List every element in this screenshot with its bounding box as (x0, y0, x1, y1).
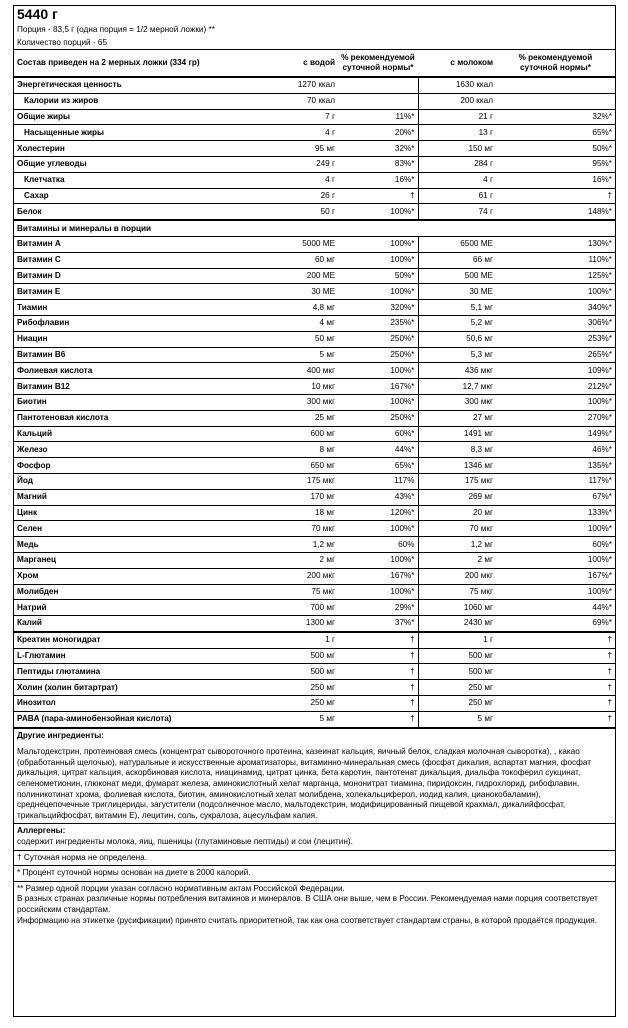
table-row (14, 125, 615, 141)
cell-pct1: 43%* (338, 489, 418, 505)
table-row (14, 442, 615, 458)
cell-name: Калий (14, 616, 240, 632)
cell-milk: 1346 мг (418, 458, 496, 474)
table-row (14, 156, 615, 172)
cell-milk: 5,1 мг (418, 300, 496, 316)
cell-water: 5 мг (240, 711, 338, 727)
cell-water: 7 г (240, 109, 338, 125)
cell-pct1: 250%* (338, 347, 418, 363)
table-row (14, 537, 615, 553)
table-row (14, 172, 615, 188)
cell-milk: 500 мг (418, 648, 496, 664)
note-line: ** Размер одной порции указан согласно нормативным актам Российской Федерации. (17, 883, 345, 893)
cell-pct1: 60%* (338, 426, 418, 442)
cell-milk: 21 г (418, 109, 496, 125)
cell-water: 250 мг (240, 696, 338, 712)
cell-water: 50 мг (240, 331, 338, 347)
cell-pct1: 65%* (338, 458, 418, 474)
cell-pct2: 130%* (496, 236, 615, 252)
table-row (14, 458, 615, 474)
cell-milk: 66 мг (418, 252, 496, 268)
cell-name: Белок (14, 204, 240, 220)
cell-milk: 70 мкг (418, 521, 496, 537)
cell-pct2: 44%* (496, 600, 615, 616)
cell-pct2: 117%* (496, 473, 615, 489)
table-row (14, 141, 615, 157)
cell-pct2: 67%* (496, 489, 615, 505)
table-row (14, 315, 615, 331)
cell-water: 30 МЕ (240, 284, 338, 300)
table-row (14, 363, 615, 379)
cell-milk: 50,6 мг (418, 331, 496, 347)
table-row (14, 188, 615, 204)
servings-count: Количество порций - 65 (17, 38, 108, 47)
cell-pct1: 11%* (338, 109, 418, 125)
cell-pct1: 100%* (338, 204, 418, 220)
cell-name: Молибден (14, 584, 240, 600)
cell-pct2: † (496, 680, 615, 696)
cell-water: 4 г (240, 172, 338, 188)
cell-milk: 5 мг (418, 711, 496, 727)
cell-milk: 436 мкг (418, 363, 496, 379)
table-row (14, 521, 615, 537)
cell-water: 75 мкг (240, 584, 338, 600)
cell-pct1: 83%* (338, 156, 418, 172)
cell-milk: 4 г (418, 172, 496, 188)
table-row (14, 268, 615, 284)
cell-water: 200 мкг (240, 568, 338, 584)
cell-name: Калории из жиров (14, 93, 240, 109)
cell-pct1: 167%* (338, 568, 418, 584)
cell-name: Магний (14, 489, 240, 505)
cell-name: Витамин Е (14, 284, 240, 300)
cell-milk: 250 мг (418, 680, 496, 696)
cell-pct1: † (338, 632, 418, 648)
table-row (14, 410, 615, 426)
cell-pct2: 100%* (496, 521, 615, 537)
table-row (14, 77, 615, 93)
cell-name: Витамин D (14, 268, 240, 284)
cell-pct2: 125%* (496, 268, 615, 284)
cell-pct1: 100%* (338, 252, 418, 268)
cell-water: 2 мг (240, 552, 338, 568)
star-note-text: * Процент суточной нормы основан на диете в 2000 калорий. (17, 868, 251, 878)
cell-water: 1 г (240, 632, 338, 648)
cell-pct2: 65%* (496, 125, 615, 141)
cell-pct1: 117% (338, 473, 418, 489)
cell-pct1: 167%* (338, 379, 418, 395)
cell-pct1: † (338, 711, 418, 727)
table-row (14, 394, 615, 410)
cell-water: 300 мкг (240, 394, 338, 410)
cell-milk: 12,7 мкг (418, 379, 496, 395)
cell-name: Витамин А (14, 236, 240, 252)
star-note (14, 866, 615, 882)
notes-block (14, 882, 615, 928)
cell-name: Насыщенные жиры (14, 125, 240, 141)
cell-milk: 13 г (418, 125, 496, 141)
ingredients-text: Мальтодекстрин, протеиновая смесь (концентрат сывороточного протеина, казеинат кальция, яичный белок, сладкая молочная сыворотка), , какао (обработанный щелочью), натуральные и искусственные ароматизаторы, витаминно-минеральная смесь (фосфат дикалия, аспартат магния, фосфат дикальция, цитрат кальция, аскорбиновая кислота, ниацинамид, цитрат цинка, бета каротин, пантотенат дикальция, диальфа токоферил сукцинат, селенометионин, глюконат меди, фумарат железа, аминокислотный хелат марганца, мононитрат тиамина, пиридоксин, гидрохлорид, рибофлавин, полиникотинат хрома, фолиевая кислота, биотин, аминокислотный хелат молибдена, холекальциферол, иодид калия, цианокобаламин), среднецепочечные триглицериды, загустители (подсолнечное масло, мальтодекстрин, модифицированный пищевой крахмал, дикалийфосфат, трикальцийфосфат, витамин Е), лецитин, соль, сукралоза, ацесульфам калия. (17, 747, 591, 820)
cell-water: 1300 мг (240, 616, 338, 632)
table-row (14, 505, 615, 521)
label-header (14, 6, 615, 50)
cell-milk: 200 мкг (418, 568, 496, 584)
table-row (14, 347, 615, 363)
cell-water: 18 мг (240, 505, 338, 521)
cell-pct2: 100%* (496, 584, 615, 600)
cell-name: Кальций (14, 426, 240, 442)
cell-pct1: 100%* (338, 584, 418, 600)
cell-pct2: † (496, 664, 615, 680)
cell-milk: 1,2 мг (418, 537, 496, 553)
cell-water: 600 мг (240, 426, 338, 442)
cell-milk: 1491 мг (418, 426, 496, 442)
cell-pct2: 306%* (496, 315, 615, 331)
cell-name: Цинк (14, 505, 240, 521)
table-row (14, 473, 615, 489)
cell-name: Ниацин (14, 331, 240, 347)
cell-pct1: 37%* (338, 616, 418, 632)
column-headers (14, 50, 615, 77)
cell-water: 1270 ккал (240, 77, 338, 93)
serving-size: Порция - 83,5 г (одна порция = 1/2 мерной ложки) ** (17, 25, 215, 34)
cell-water: 700 мг (240, 600, 338, 616)
cell-water: 4 г (240, 125, 338, 141)
table-row (14, 109, 615, 125)
cell-milk: 2430 мг (418, 616, 496, 632)
cell-name: Хром (14, 568, 240, 584)
cell-pct2: 110%* (496, 252, 615, 268)
cell-water: 175 мкг (240, 473, 338, 489)
cell-milk: 284 г (418, 156, 496, 172)
table-row (14, 426, 615, 442)
cell-milk: 175 мкг (418, 473, 496, 489)
cell-pct2: 167%* (496, 568, 615, 584)
cell-milk: 500 МЕ (418, 268, 496, 284)
cell-water: 26 г (240, 188, 338, 204)
cell-pct1: 60% (338, 537, 418, 553)
cell-pct2: † (496, 648, 615, 664)
cell-milk: 74 г (418, 204, 496, 220)
cell-name: Марганец (14, 552, 240, 568)
allergens-text: содержит ингредиенты молока, яиц, пшеницы (глутаминовые пептиды) и сои (лецитин). (17, 837, 353, 847)
vitamins-title: Витамины и минералы в порции (14, 220, 615, 236)
table-row (14, 584, 615, 600)
cell-pct1: 16%* (338, 172, 418, 188)
table-row (14, 632, 615, 648)
cell-pct2: 270%* (496, 410, 615, 426)
cell-pct1: 100%* (338, 284, 418, 300)
cell-pct1: † (338, 680, 418, 696)
cell-pct2: 149%* (496, 426, 615, 442)
cell-pct2: 253%* (496, 331, 615, 347)
cell-pct2: 212%* (496, 379, 615, 395)
cell-pct2: 46%* (496, 442, 615, 458)
cell-water: 10 мкг (240, 379, 338, 395)
cell-pct1: 250%* (338, 410, 418, 426)
cell-name: Общие углеводы (14, 156, 240, 172)
cell-milk: 250 мг (418, 696, 496, 712)
cell-pct2: 50%* (496, 141, 615, 157)
cell-milk: 75 мкг (418, 584, 496, 600)
table-row (14, 648, 615, 664)
cell-pct1: 50%* (338, 268, 418, 284)
cell-water: 70 мкг (240, 521, 338, 537)
cell-name: Биотин (14, 394, 240, 410)
cell-name: Витамин В12 (14, 379, 240, 395)
cell-name: Железо (14, 442, 240, 458)
cell-pct1: 29%* (338, 600, 418, 616)
cell-milk: 1060 мг (418, 600, 496, 616)
cell-milk: 1 г (418, 632, 496, 648)
table-row (14, 300, 615, 316)
cell-pct2: 100%* (496, 394, 615, 410)
col-name: Состав приведен на 2 мерных ложки (334 гр) (14, 50, 240, 77)
cell-pct1: 44%* (338, 442, 418, 458)
cell-name: Холестерин (14, 141, 240, 157)
cell-pct2: † (496, 188, 615, 204)
cell-water: 4 мг (240, 315, 338, 331)
cell-water: 170 мг (240, 489, 338, 505)
cell-pct2: 100%* (496, 284, 615, 300)
cell-name: Витамин В6 (14, 347, 240, 363)
cell-pct2: 340%* (496, 300, 615, 316)
cell-milk: 5,2 мг (418, 315, 496, 331)
cell-pct2: 60%* (496, 537, 615, 553)
cell-pct1 (338, 93, 418, 109)
cell-water: 200 МЕ (240, 268, 338, 284)
cell-pct2: 148%* (496, 204, 615, 220)
cell-name: PABA (пара-аминобензойная кислота) (14, 711, 240, 727)
cell-name: Йод (14, 473, 240, 489)
cell-milk: 500 мг (418, 664, 496, 680)
cell-water: 249 г (240, 156, 338, 172)
cell-milk: 30 МЕ (418, 284, 496, 300)
dagger-note (14, 851, 615, 867)
cell-name: Общие жиры (14, 109, 240, 125)
cell-water: 500 мг (240, 648, 338, 664)
cell-pct2: † (496, 696, 615, 712)
cell-milk: 20 мг (418, 505, 496, 521)
nutrition-table (14, 50, 615, 729)
cell-water: 70 ккал (240, 93, 338, 109)
table-row (14, 696, 615, 712)
cell-name: Рибофлавин (14, 315, 240, 331)
table-row (14, 93, 615, 109)
cell-pct1: 32%* (338, 141, 418, 157)
cell-pct1 (338, 77, 418, 93)
cell-water: 650 мг (240, 458, 338, 474)
cell-pct1: † (338, 188, 418, 204)
cell-pct1: 100%* (338, 552, 418, 568)
note-line: Информацию на этикетке (русификации) принято считать приоритетной, так как она соответствует стандартам страны, в которой продаётся продукция. (17, 915, 598, 925)
cell-pct1: † (338, 664, 418, 680)
vitamins-section (14, 220, 615, 236)
package-weight: 5440 г (17, 6, 58, 22)
table-row (14, 600, 615, 616)
cell-pct1: 100%* (338, 363, 418, 379)
table-row (14, 568, 615, 584)
cell-water: 1,2 мг (240, 537, 338, 553)
table-row (14, 252, 615, 268)
cell-name: Пептиды глютамина (14, 664, 240, 680)
cell-pct1: 20%* (338, 125, 418, 141)
cell-water: 500 мг (240, 664, 338, 680)
cell-name: Селен (14, 521, 240, 537)
allergens-title: Аллергены: (17, 826, 66, 836)
cell-name: Фосфор (14, 458, 240, 474)
cell-name: L-Глютамин (14, 648, 240, 664)
cell-pct2: 16%* (496, 172, 615, 188)
cell-pct2: 32%* (496, 109, 615, 125)
ingredients-title: Другие ингредиенты: (17, 730, 104, 740)
cell-pct2: 133%* (496, 505, 615, 521)
note-line: В разных странах различные нормы потребления витаминов и минералов. В США они выше, чем в России. Рекомендуемая нами порция соответствует российским стандартам. (17, 894, 598, 914)
cell-milk: 8,3 мг (418, 442, 496, 458)
cell-pct2: 135%* (496, 458, 615, 474)
cell-pct2: † (496, 711, 615, 727)
col-water: с водой (240, 50, 338, 77)
cell-pct1: 320%* (338, 300, 418, 316)
cell-milk: 200 ккал (418, 93, 496, 109)
table-row (14, 711, 615, 727)
cell-milk: 27 мг (418, 410, 496, 426)
table-row (14, 664, 615, 680)
cell-name: Холин (холин битартрат) (14, 680, 240, 696)
cell-pct2 (496, 93, 615, 109)
cell-milk: 269 мг (418, 489, 496, 505)
cell-pct1: 250%* (338, 331, 418, 347)
cell-pct1: 120%* (338, 505, 418, 521)
cell-pct2: 265%* (496, 347, 615, 363)
cell-pct2: 109%* (496, 363, 615, 379)
cell-name: Инозитол (14, 696, 240, 712)
table-row (14, 489, 615, 505)
cell-milk: 150 мг (418, 141, 496, 157)
cell-pct2: 69%* (496, 616, 615, 632)
cell-milk: 6500 МЕ (418, 236, 496, 252)
cell-pct1: † (338, 648, 418, 664)
cell-name: Фолиевая кислота (14, 363, 240, 379)
ingredients-block (14, 729, 615, 825)
cell-name: Пантотеновая кислота (14, 410, 240, 426)
cell-water: 5 мг (240, 347, 338, 363)
cell-milk: 1630 ккал (418, 77, 496, 93)
cell-water: 250 мг (240, 680, 338, 696)
col-milk: с молоком (418, 50, 496, 77)
table-row (14, 204, 615, 220)
cell-water: 400 мкг (240, 363, 338, 379)
cell-milk: 61 г (418, 188, 496, 204)
cell-name: Натрий (14, 600, 240, 616)
cell-pct2 (496, 77, 615, 93)
cell-pct1: 100%* (338, 521, 418, 537)
cell-pct1: † (338, 696, 418, 712)
cell-pct1: 235%* (338, 315, 418, 331)
allergens-block (14, 824, 615, 850)
table-row (14, 236, 615, 252)
cell-pct1: 100%* (338, 236, 418, 252)
col-pct1: % рекомендуемой суточной нормы* (338, 50, 418, 77)
cell-water: 4,8 мг (240, 300, 338, 316)
table-row (14, 331, 615, 347)
cell-name: Клетчатка (14, 172, 240, 188)
cell-name: Креатин моногидрат (14, 632, 240, 648)
cell-pct2: 100%* (496, 552, 615, 568)
cell-water: 5000 МЕ (240, 236, 338, 252)
cell-name: Энергетическая ценность (14, 77, 240, 93)
table-row (14, 284, 615, 300)
dagger-note-text: † Суточная норма не определена. (17, 852, 148, 862)
cell-water: 8 мг (240, 442, 338, 458)
cell-name: Тиамин (14, 300, 240, 316)
cell-water: 25 мг (240, 410, 338, 426)
cell-water: 60 мг (240, 252, 338, 268)
table-row (14, 616, 615, 632)
cell-pct1: 100%* (338, 394, 418, 410)
table-row (14, 379, 615, 395)
cell-water: 50 г (240, 204, 338, 220)
col-pct2: % рекомендуемой суточной нормы* (496, 50, 615, 77)
table-row (14, 680, 615, 696)
cell-pct2: † (496, 632, 615, 648)
nutrition-label (13, 5, 616, 1017)
table-row (14, 552, 615, 568)
cell-water: 95 мг (240, 141, 338, 157)
cell-milk: 300 мкг (418, 394, 496, 410)
cell-name: Витамин С (14, 252, 240, 268)
cell-milk: 2 мг (418, 552, 496, 568)
cell-name: Медь (14, 537, 240, 553)
cell-name: Сахар (14, 188, 240, 204)
cell-milk: 5,3 мг (418, 347, 496, 363)
cell-pct2: 95%* (496, 156, 615, 172)
